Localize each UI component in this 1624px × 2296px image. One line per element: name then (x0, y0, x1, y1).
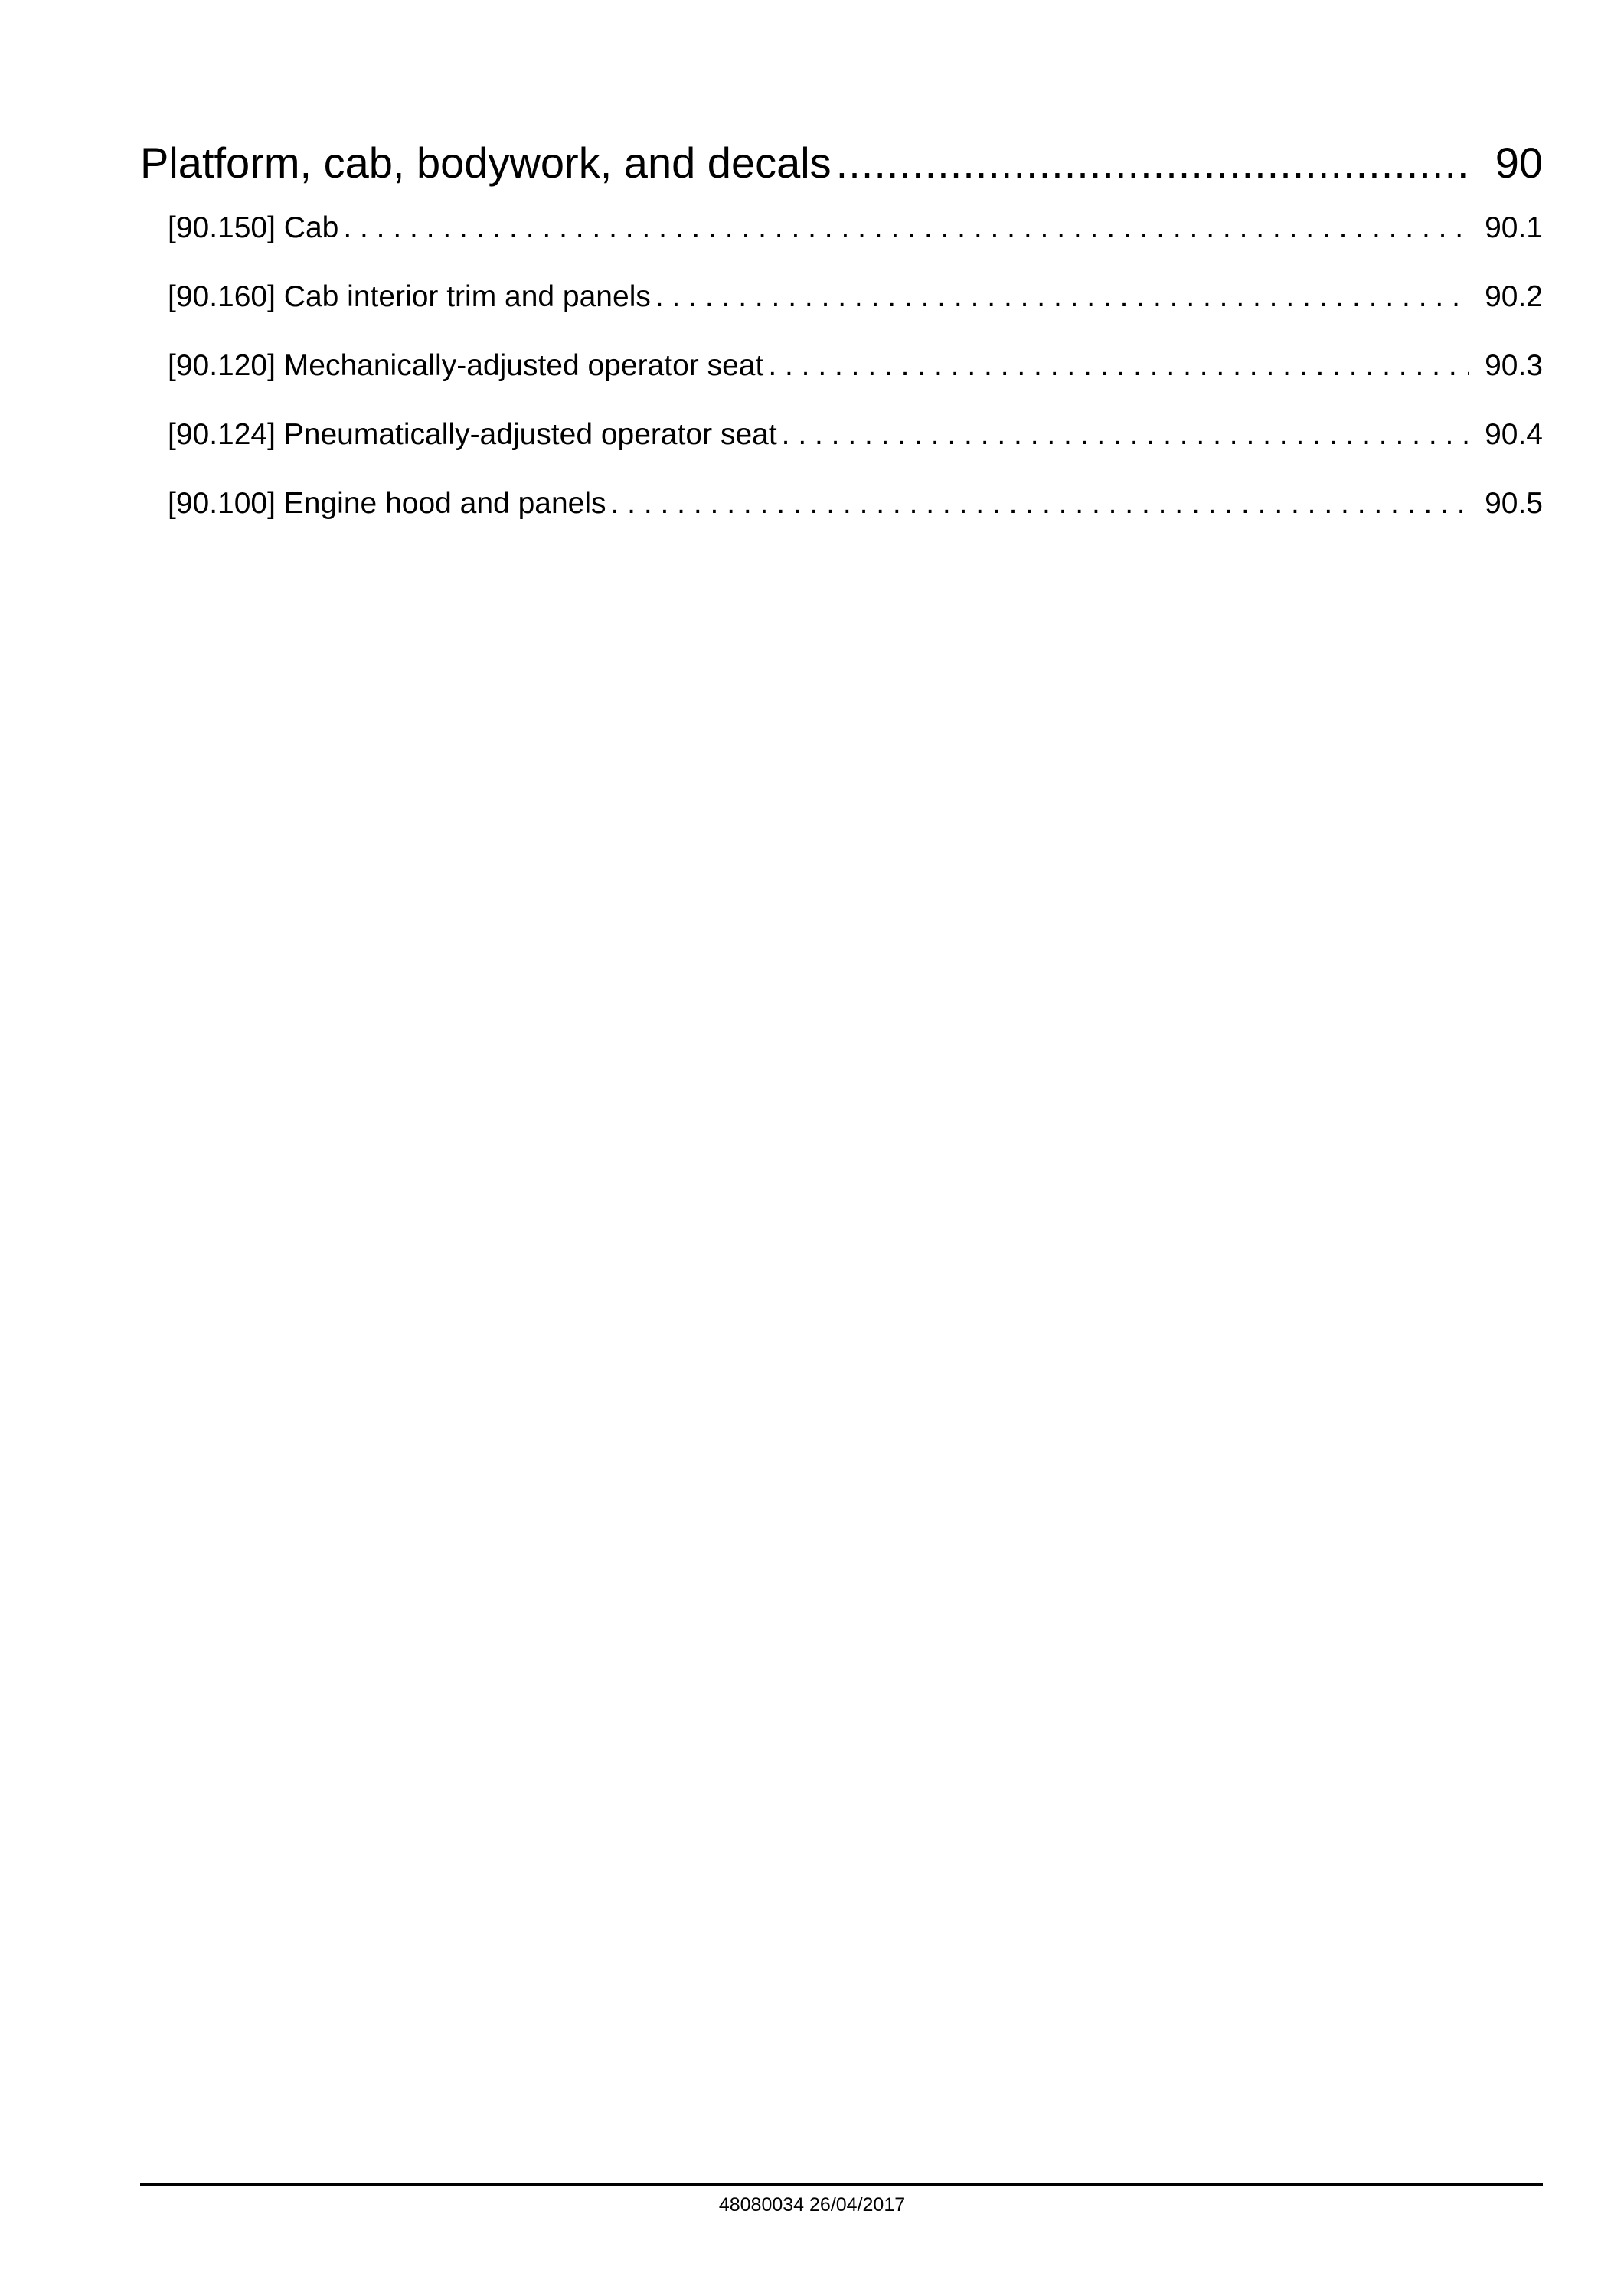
toc-entry-label: [90.120] Mechanically-adjusted operator seat (168, 349, 764, 382)
toc-entry-label: [90.124] Pneumatically-adjusted operator seat (168, 418, 777, 451)
toc-entry[interactable] (140, 418, 1543, 487)
toc-entry[interactable] (140, 487, 1543, 556)
footer-document-id: 48080034 26/04/2017 (718, 2194, 906, 2216)
footer-divider (140, 2183, 1543, 2186)
toc-chapter-title: Platform, cab, bodywork, and decals (140, 139, 832, 187)
toc-entry[interactable] (140, 349, 1543, 418)
dot-leader (343, 211, 1469, 245)
table-of-contents (140, 138, 1543, 556)
toc-entry[interactable] (140, 211, 1543, 280)
dot-leader (655, 280, 1469, 314)
dot-leader (768, 349, 1469, 383)
toc-entry-label: [90.100] Engine hood and panels (168, 487, 606, 520)
toc-chapter-page: 90 (1495, 139, 1543, 187)
toc-entry-page: 90.3 (1485, 349, 1543, 382)
toc-entry-page: 90.4 (1485, 418, 1543, 451)
dot-leader (836, 138, 1468, 188)
toc-entry-page: 90.5 (1485, 487, 1543, 520)
dot-leader (782, 418, 1469, 452)
toc-chapter-row[interactable] (140, 138, 1543, 198)
toc-entry-label: [90.150] Cab (168, 211, 339, 244)
toc-entry-page: 90.1 (1485, 211, 1543, 244)
dot-leader (611, 487, 1470, 521)
toc-entry[interactable] (140, 280, 1543, 349)
toc-entry-label: [90.160] Cab interior trim and panels (168, 280, 651, 313)
toc-entry-page: 90.2 (1485, 280, 1543, 313)
